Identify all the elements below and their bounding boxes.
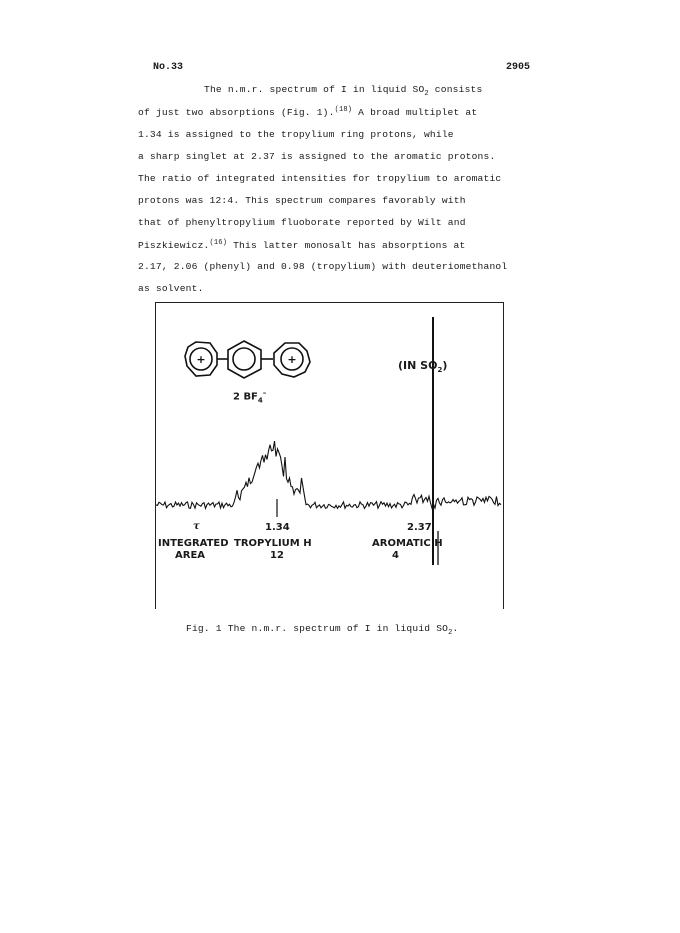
figure-caption: Fig. 1 The n.m.r. spectrum of I in liquid $SO_2$.: [186, 623, 459, 637]
area-label: AREA: [175, 550, 206, 561]
nmr-figure: [155, 302, 504, 609]
text-line-10: as solvent.: [138, 283, 204, 294]
text-line-2: of just two absorptions (Fig. 1).$^{(18)}$ A broad multiplet at: [138, 106, 478, 119]
text-line-6: protons was 12:4. This spectrum compares favorably with: [138, 195, 466, 206]
benzene-ring-inner: [233, 348, 255, 370]
page-number: 2905: [506, 62, 531, 73]
plus-sign-left: +: [196, 353, 206, 366]
solvent-label: (IN $SO_2$): [398, 359, 448, 375]
plus-sign-right: +: [287, 353, 297, 366]
text-line-7: that of phenyltropylium fluoborate reported by Wilt and: [138, 217, 466, 228]
spectrum-trace: [156, 441, 501, 508]
peak-label-2-37: 2.37: [407, 522, 432, 533]
peak-label-1-34: 1.34: [265, 522, 290, 533]
tropylium-count: 12: [270, 550, 284, 561]
tau-label: τ: [193, 521, 200, 532]
text-line-8: Piszkiewicz.$^{(16)}$ This latter monosalt has absorptions at: [138, 239, 466, 252]
text-line-1: The n.m.r. spectrum of I in liquid $SO_2$ consists: [204, 84, 483, 98]
integrated-label: INTEGRATED: [158, 538, 229, 549]
nmr-spectrum-svg: [156, 303, 503, 609]
tropylium-h-label: TROPYLIUM H: [234, 538, 312, 549]
text-line-4: a sharp singlet at 2.37 is assigned to the aromatic protons.: [138, 151, 496, 162]
text-line-5: The ratio of integrated intensities for tropylium to aromatic: [138, 173, 502, 184]
text-line-9: 2.17, 2.06 (phenyl) and 0.98 (tropylium) with deuteriomethanol: [138, 261, 508, 272]
counter-ion-label: 2 $BF_4^-$: [233, 389, 267, 405]
text-line-3: 1.34 is assigned to the tropylium ring protons, while: [138, 129, 454, 140]
aromatic-count: 4: [392, 550, 399, 561]
aromatic-h-label: AROMATIC H: [372, 538, 443, 549]
journal-issue: No.33: [153, 62, 184, 73]
